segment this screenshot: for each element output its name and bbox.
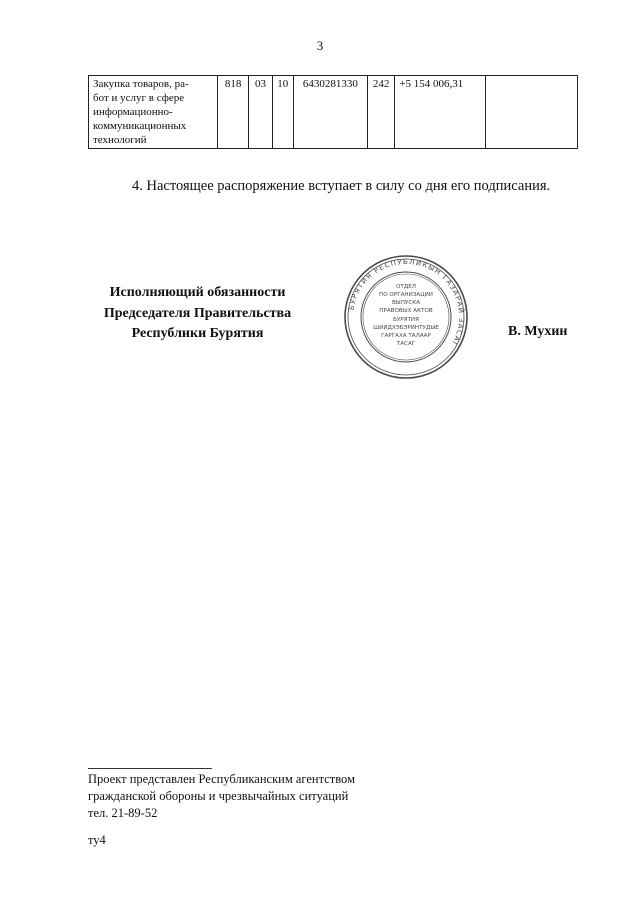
clause-text: 4. Настоящее распоряжение вступает в силу со дня его подписания. <box>132 178 551 194</box>
footnote-divider <box>88 768 212 769</box>
amount-cell: +5 154 006,31 <box>395 76 485 149</box>
signer-position-line: Исполняющий обязанности <box>109 285 286 300</box>
official-seal <box>343 254 469 380</box>
expense-name-line: бот и услуг в сфере <box>93 92 185 104</box>
seal-inner-line: БУРЯТИЯ <box>393 317 419 323</box>
expense-name-line: информационно- <box>93 106 173 118</box>
subsection-cell: 10 <box>272 76 293 149</box>
seal-inner-text <box>373 284 439 347</box>
signer-position-line: Республики Бурятия <box>131 326 264 341</box>
document-code: ту4 <box>88 833 106 847</box>
budget-table <box>88 75 578 149</box>
signer-position <box>85 283 310 345</box>
extra-cell <box>485 76 577 149</box>
footnote-line: гражданской обороны и чрезвычайных ситуаций <box>88 789 349 803</box>
seal-inner-line: ОТДЕЛ <box>396 284 416 290</box>
table-row <box>89 76 578 149</box>
seal-inner-line: ТАСАГ <box>396 341 416 347</box>
seal-inner-line: ГАРГАХА ТАЛААР <box>381 333 431 339</box>
signer-position-line: Председателя Правительства <box>103 305 292 321</box>
expense-name-line: технологий <box>93 134 147 146</box>
seal-inner-line: ПО ОРГАНИЗАЦИИ <box>379 292 433 298</box>
section-cell: 03 <box>249 76 272 149</box>
seal-inner-line: ШИИДХЭБЭРИНТУДЫЕ <box>373 325 439 331</box>
expense-name-cell <box>89 76 218 149</box>
seal-inner-line: ПРАВОВЫХ АКТОВ <box>379 308 433 314</box>
expense-name-line: коммуникационных <box>93 120 187 132</box>
footnote <box>88 771 355 822</box>
signer-name: В. Мухин <box>508 324 568 339</box>
footnote-line: тел. 21-89-52 <box>88 806 158 820</box>
ministry-code-cell: 818 <box>217 76 248 149</box>
seal-inner-line: ВЫПУСКА <box>391 300 421 306</box>
footnote-line: Проект представлен Республиканским агентством <box>88 772 355 786</box>
page-number: 3 <box>316 38 324 53</box>
target-article-cell: 6430281330 <box>293 76 367 149</box>
expense-type-cell: 242 <box>367 76 394 149</box>
expense-name-line: Закупка товаров, ра- <box>93 78 189 90</box>
seal-outer-text: БУРЯТИЯ РЕСПУБЛИКЫН ГАЗАРАЙ ЗАСАГ <box>347 257 466 349</box>
